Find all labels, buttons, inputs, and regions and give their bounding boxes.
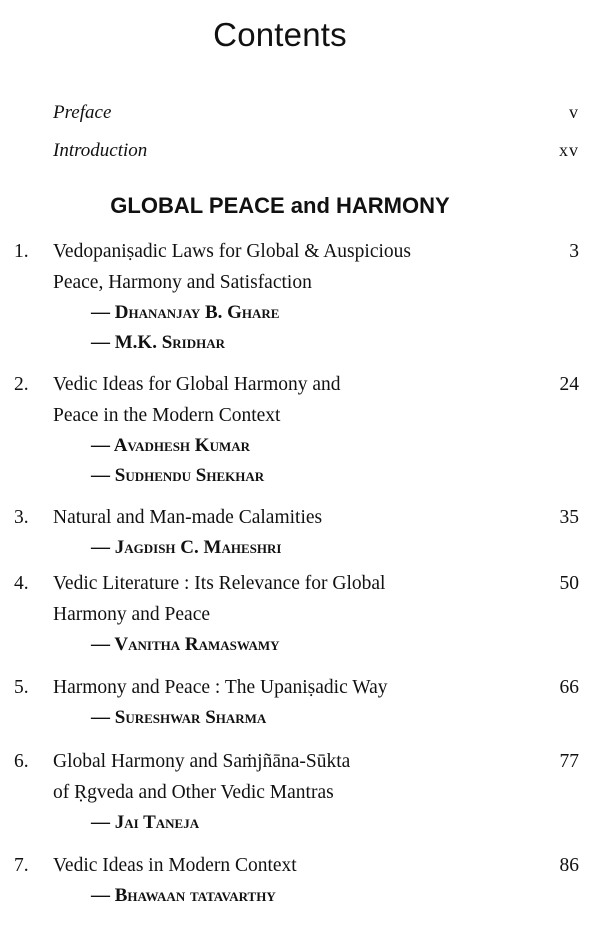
entry-author: — Jai Taneja [91,812,200,833]
entry-number: 5. [14,677,29,698]
front-item-page: xv [559,140,579,160]
entry-page: 24 [559,374,579,395]
entry-title-line: Harmony and Peace [53,604,211,625]
entry-title-line: Peace in the Modern Context [53,405,281,426]
entry-author: — Bhawaan tatavarthy [91,885,276,906]
front-item-label: Preface [53,102,112,123]
entry-number: 7. [14,855,29,876]
entry-number: 1. [14,241,29,262]
entry-author: — Sureshwar Sharma [91,707,267,728]
entry-page: 86 [559,855,579,876]
entry-page: 50 [559,573,579,594]
entry-number: 3. [14,507,29,528]
entry-author: — Sudhendu Shekhar [91,465,265,486]
toc-front-item-preface[interactable] [53,102,579,124]
entry-page: 66 [559,677,579,698]
page-title: Contents [213,16,347,53]
entry-author: — Jagdish C. Maheshri [91,537,282,558]
entry-number: 6. [14,751,29,772]
entry-title-line: of Ṛgveda and Other Vedic Mantras [53,782,334,803]
entry-number: 2. [14,374,29,395]
entry-author: — Avadhesh Kumar [91,435,250,456]
toc-front-item-introduction[interactable] [53,140,579,162]
front-item-page: v [569,102,579,122]
entry-page: 3 [569,241,579,262]
entry-title-line: Peace, Harmony and Satisfaction [53,272,312,293]
front-item-label: Introduction [53,140,148,161]
entry-title-line: Global Harmony and Saṁjñāna-Sūkta [53,751,351,772]
entry-title-line: Vedic Ideas for Global Harmony and [53,374,341,395]
entry-title-line: Vedic Ideas in Modern Context [53,855,297,876]
entry-author: — Vanitha Ramaswamy [91,634,280,655]
entry-page: 77 [559,751,579,772]
entry-number: 4. [14,573,29,594]
entry-title-line: Vedopaniṣadic Laws for Global & Auspicious [53,241,411,262]
entry-title-line: Harmony and Peace : The Upaniṣadic Way [53,677,388,698]
entry-title-line: Vedic Literature : Its Relevance for Global [53,573,386,594]
entry-page: 35 [559,507,579,528]
entry-author: — Dhananjay B. Ghare [91,302,280,323]
entry-title-line: Natural and Man-made Calamities [53,507,323,528]
entry-author: — M.K. Sridhar [91,332,226,353]
section-heading: GLOBAL PEACE and HARMONY [110,193,450,218]
